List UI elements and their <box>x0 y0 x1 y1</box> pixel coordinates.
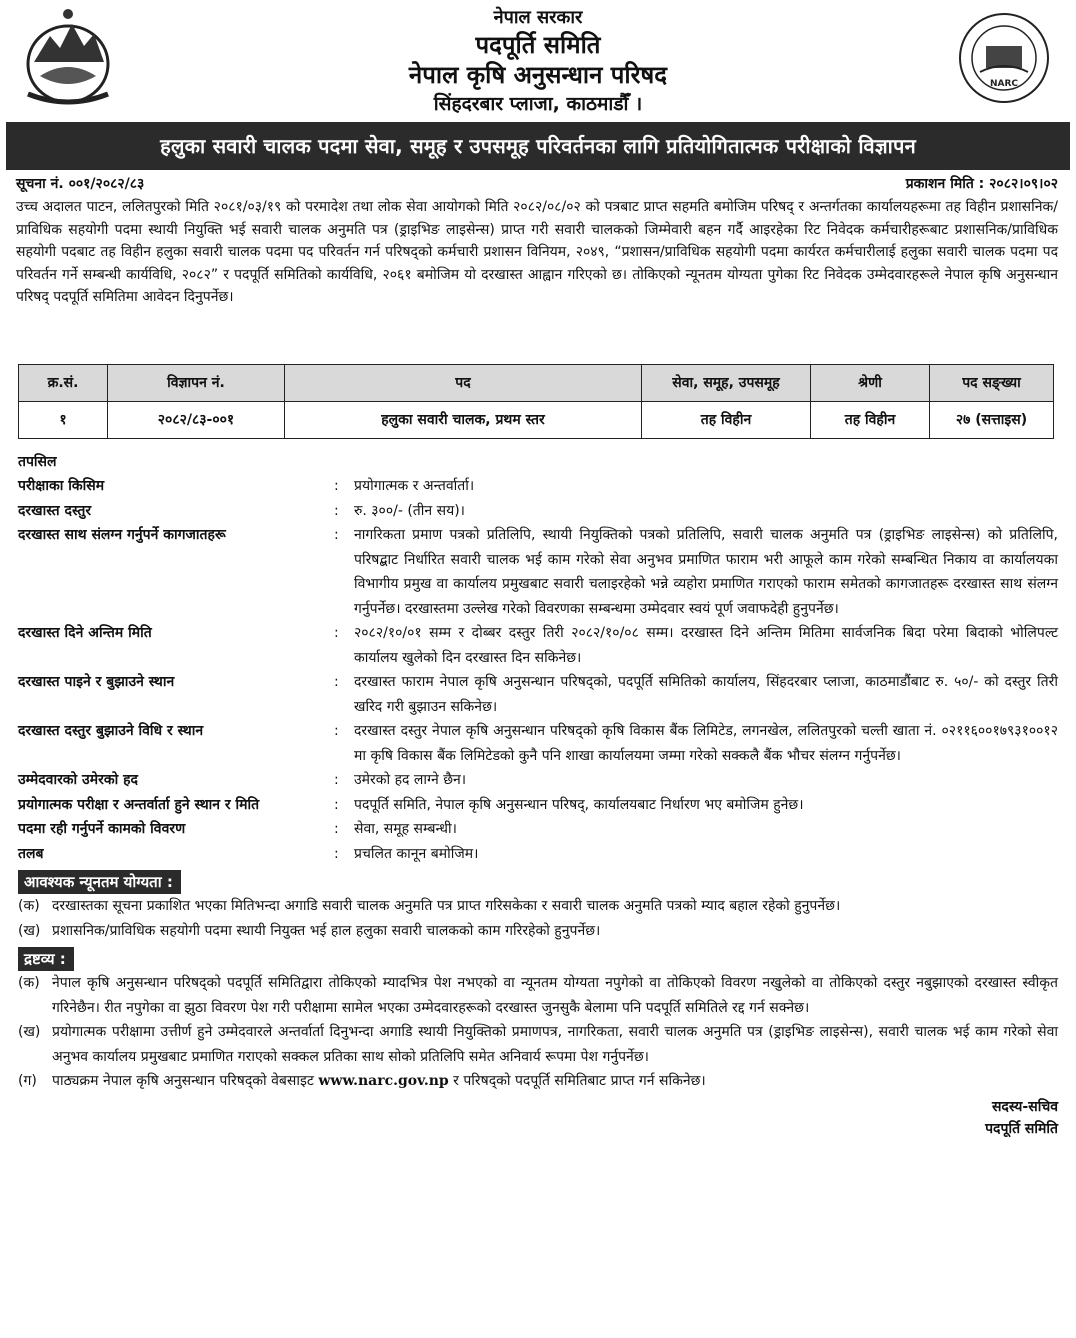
header <box>0 0 1076 122</box>
detail-row: दरखास्त दस्तुर : रु. ३००/- (तीन सय)। <box>18 499 1058 524</box>
col-serial: क्र.सं. <box>19 365 108 402</box>
logo-label: NARC <box>989 79 1019 89</box>
detail-label: पदमा रही गर्नुपर्ने कामको विवरण <box>18 821 186 837</box>
notice-title-banner: हलुका सवारी चालक पदमा सेवा, समूह र उपसमूह परिवर्तनका लागि प्रतियोगितात्मक परीक्षाको विज्ञापन <box>6 122 1070 170</box>
detail-label: परीक्षाका किसिम <box>18 478 105 494</box>
detail-label: दरखास्त पाइने र बुझाउने स्थान <box>18 674 175 690</box>
item-key: (ख) <box>18 1024 41 1040</box>
detail-value: सेवा, समूह सम्बन्धी। <box>354 821 457 837</box>
table-row <box>19 402 1054 439</box>
notice-number: सूचना नं. ००१/२०८२/८३ <box>16 176 145 192</box>
table-header-row <box>19 365 1054 402</box>
detail-row: दरखास्त पाइने र बुझाउने स्थान : दरखास्त फाराम नेपाल कृषि अनुसन्धान परिषद्को, पदपूर्ति समितिको कार्यालय, सिंहदरबार प्लाजा, काठमाडौंबाट रु. ५०/- को दस्तुर तिरी खरिद गरी बुझाउन सकिनेछ। <box>18 670 1058 719</box>
detail-value: प्रयोगात्मक र अन्तर्वार्ता। <box>354 478 475 494</box>
list-item <box>18 971 1058 1020</box>
detail-value: पदपूर्ति समिति, नेपाल कृषि अनुसन्धान परिषद्, कार्यालयबाट निर्धारण भए बमोजिम हुनेछ। <box>354 796 804 813</box>
detail-row: प्रयोगात्मक परीक्षा र अन्तर्वार्ता हुने स्थान र मिति : पदपूर्ति समिति, नेपाल कृषि अनुसन्धान परिषद्, कार्यालयबाट निर्धारण भए बमोजिम हुनेछ। <box>18 793 1058 818</box>
col-service: सेवा, समूह, उपसमूह <box>642 365 811 402</box>
qualification-heading: आवश्यक न्यूनतम योग्यता : <box>18 870 181 894</box>
signature-block <box>18 1096 1058 1140</box>
committee-name: पदपूर्ति समिति <box>475 31 601 59</box>
item-text: प्रयोगात्मक परीक्षामा उत्तीर्ण हुने उम्मेदवारले अन्तर्वार्ता दिनुभन्दा अगाडि स्थायी नियुक्तिको प्रमाणपत्र, नागरिकता, सवारी चालक अनुमति पत्र (ड्राइभिङ लाइसेन्स), सवारी चालक भई काम गरेको सेवा अनुभव कार्यालय प्रमुखबाट प्रमाणित गराएको सक्कल प्रतिका साथ सोको प्रतिलिपि समेत अनिवार्य रूपमा पेश गर्नुपर्नेछ। <box>52 1024 1058 1065</box>
item-key: (क) <box>18 975 40 991</box>
detail-value: उमेरको हद लाग्ने छैन। <box>354 772 467 788</box>
cell-serial: १ <box>19 402 108 439</box>
item-key: (ग) <box>18 1073 37 1089</box>
item-text: दरखास्तका सूचना प्रकाशित भएका मितिभन्दा अगाडि सवारी चालक अनुमति पत्र प्राप्त गरिसकेका र सवारी चालक अनुमति पत्रको म्याद बहाल रहेको हुनुपर्नेछ। <box>52 898 841 914</box>
detail-label: दरखास्त साथ संलग्न गर्नुपर्ने कागजातहरू <box>18 527 226 543</box>
list-item <box>18 894 1058 919</box>
detail-value: प्रचलित कानून बमोजिम। <box>354 845 479 862</box>
notice-meta <box>16 174 1058 196</box>
detail-row: उम्मेदवारको उमेरको हद : उमेरको हद लाग्ने छैन। <box>18 768 1058 793</box>
col-count: पद सङ्ख्या <box>930 365 1054 402</box>
detail-row: पदमा रही गर्नुपर्ने कामको विवरण : सेवा, समूह सम्बन्धी। <box>18 817 1058 842</box>
government-name: नेपाल सरकार <box>493 7 583 28</box>
detail-row: दरखास्त साथ संलग्न गर्नुपर्ने कागजातहरू : नागरिकता प्रमाण पत्रको प्रतिलिपि, स्थायी नियुक्तिको पत्रको प्रतिलिपि, सवारी चालक अनुमति पत्र (ड्राइभिङ लाइसेन्स) को प्रतिलिपि, परिषद्बाट निर्धारित सवारी चालक भई काम गरेको सेवा अनुभव प्रमाणित फाराम भरी आफूले काम गरेको सम्बन्धित निकाय वा कार्यालयका विभागीय प्रमुख वा कार्यालय प्रमुखबाट सवारी चलाइरहेको भन्ने व्यहोरा प्रमाणित गराएको फाराम समेतको कागजातहरू दरखास्त साथ संलग्न गर्नुपर्नेछ। दरखास्तमा उल्लेख गरेको विवरणका सम्बन्धमा उम्मेदवार स्वयं पूर्ण जवाफदेही हुनुपर्नेछ। <box>18 523 1058 621</box>
item-text <box>52 1069 1058 1094</box>
detail-label: प्रयोगात्मक परीक्षा र अन्तर्वार्ता हुने स्थान र मिति <box>18 796 260 813</box>
details-section <box>18 450 1058 1140</box>
signatory-title: सदस्य-सचिव <box>991 1098 1058 1115</box>
narc-logo-icon <box>956 10 1052 106</box>
item-text-after: र परिषद्को पदपूर्ति समितिबाट प्राप्त गर्न सकिनेछ। <box>453 1073 706 1089</box>
detail-row: परीक्षाका किसिम : प्रयोगात्मक र अन्तर्वार्ता। <box>18 474 1058 499</box>
detail-label: दरखास्त दस्तुर <box>18 502 92 519</box>
cell-ad-no: २०८२/८३-००१ <box>108 402 285 439</box>
list-item <box>18 1069 1058 1094</box>
signatory-org: पदपूर्ति समिति <box>985 1120 1058 1137</box>
website-link[interactable]: www.narc.gov.np <box>318 1073 449 1089</box>
item-text: प्रशासनिक/प्राविधिक सहयोगी पदमा स्थायी नियुक्त भई हाल हलुका सवारी चालकको काम गरिरहेको हुनुपर्नेछ। <box>52 922 601 939</box>
vacancy-table <box>18 364 1054 439</box>
detail-value: नागरिकता प्रमाण पत्रको प्रतिलिपि, स्थायी नियुक्तिको पत्रको प्रतिलिपि, सवारी चालक अनुमति पत्र (ड्राइभिङ लाइसेन्स) को प्रतिलिपि, परिषद्बाट निर्धारित सवारी चालक भई काम गरेको सेवा अनुभव प्रमाणित फाराम भरी आफूले काम गरेको सम्बन्धित निकाय वा कार्यालयका विभागीय प्रमुख वा कार्यालय प्रमुखबाट सवारी चलाइरहेको भन्ने व्यहोरा प्रमाणित गराएको फाराम समेतको कागजातहरू दरखास्त साथ संलग्न गर्नुपर्नेछ। दरखास्तमा उल्लेख गरेको विवरणका सम्बन्धमा उम्मेदवार स्वयं पूर्ण जवाफदेही हुनुपर्नेछ। <box>354 527 1058 617</box>
detail-label: उम्मेदवारको उमेरको हद <box>18 772 138 788</box>
detail-row: दरखास्त दस्तुर बुझाउने विधि र स्थान : दरखास्त दस्तुर नेपाल कृषि अनुसन्धान परिषद्को कृषि विकास बैंक लिमिटेड, लगनखेल, ललितपुरको चल्ती खाता नं. ०२११६००१७९३१००१२ मा कृषि विकास बैंक लिमिटेडको कुनै पनि शाखा कार्यालयमा जम्मा गरेको सक्कलै बैंक भौचर संलग्न गर्नुपर्नेछ। <box>18 719 1058 768</box>
detail-label: दरखास्त दिने अन्तिम मिति <box>18 625 152 641</box>
detail-row: दरखास्त दिने अन्तिम मिति : २०८२/१०/०१ सम्म र दोब्बर दस्तुर तिरी २०८२/१०/०८ सम्म। दरखास्त दिने अन्तिम मितिमा सार्वजनिक बिदा परेमा बिदाको भोलिपल्ट कार्यालय खुलेको दिन दरखास्त दिन सकिनेछ। <box>18 621 1058 670</box>
cell-service: तह विहीन <box>642 402 811 439</box>
detail-value: रु. ३००/- (तीन सय)। <box>354 502 465 519</box>
detail-row: तलब : प्रचलित कानून बमोजिम। <box>18 842 1058 867</box>
col-post: पद <box>285 365 642 402</box>
detail-value: दरखास्त दस्तुर नेपाल कृषि अनुसन्धान परिषद्को कृषि विकास बैंक लिमिटेड, लगनखेल, ललितपुरको चल्ती खाता नं. ०२११६००१७९३१००१२ मा कृषि विकास बैंक लिमिटेडको कुनै पनि शाखा कार्यालयमा जम्मा गरेको सक्कलै बैंक भौचर संलग्न गर्नुपर्नेछ। <box>354 723 1058 764</box>
item-text-before: पाठ्यक्रम नेपाल कृषि अनुसन्धान परिषद्को वेबसाइट <box>52 1073 314 1089</box>
detail-label: दरखास्त दस्तुर बुझाउने विधि र स्थान <box>18 723 204 739</box>
detail-value: दरखास्त फाराम नेपाल कृषि अनुसन्धान परिषद्को, पदपूर्ति समितिको कार्यालय, सिंहदरबार प्लाजा, काठमाडौंबाट रु. ५०/- को दस्तुर तिरी खरिद गरी बुझाउन सकिनेछ। <box>354 674 1058 715</box>
col-ad-no: विज्ञापन नं. <box>108 365 285 402</box>
cell-post: हलुका सवारी चालक, प्रथम स्तर <box>285 402 642 439</box>
intro-paragraph: उच्च अदालत पाटन, ललितपुरको मिति २०८१/०३/१९ को परमादेश तथा लोक सेवा आयोगको मिति २०८२/०८/०२ को पत्रबाट प्राप्त सहमति बमोजिम परिषद् र अन्तर्गतका कार्यालयहरूमा तह विहीन प्रशासनिक/प्राविधिक सहयोगी पदमा स्थायी नियुक्ति भई सवारी चालक अनुमति पत्र (ड्राइभिङ लाइसेन्स) प्राप्त गरी सवारी चालकको जिम्मेवारी बहन गर्दै आइरहेका रिट निवेदक कर्मचारीहरूबाट प्रशासनिक/प्राविधिक सहयोगी पदबाट तह विहीन हलुका सवारी चालक पदमा पद परिवर्तन गर्न परिषद्को कर्मचारी प्रशासन विनियम, २०४९, “प्रशासन/प्राविधिक सहयोगी पदमा कार्यरत कर्मचारीलाई हलुका सवारी चालक पदमा पद परिवर्तन गर्ने सम्बन्धी कार्यविधि, २०८२” र पदपूर्ति समितिको कार्यविधि, २०६१ बमोजिम यो दरखास्त आह्वान गरिएको छ। तोकिएको न्यूनतम योग्यता पुगेका रिट निवेदक उम्मेदवारहरूले नेपाल कृषि अनुसन्धान परिषद् पदपूर्ति समितिमा आवेदन दिनुपर्नेछ। <box>16 199 1058 305</box>
notes-heading: द्रष्टव्य : <box>18 947 74 971</box>
council-name: नेपाल कृषि अनुसन्धान परिषद <box>408 61 668 89</box>
publish-date: प्रकाशन मिति : २०८२।०९।०२ <box>905 176 1058 192</box>
cell-count: २७ (सत्ताइस) <box>930 402 1054 439</box>
address: सिंहदरबार प्लाजा, काठमाडौँ । <box>433 93 643 115</box>
col-level: श्रेणी <box>811 365 930 402</box>
detail-value: २०८२/१०/०१ सम्म र दोब्बर दस्तुर तिरी २०८२/१०/०८ सम्म। दरखास्त दिने अन्तिम मितिमा सार्वजनिक बिदा परेमा बिदाको भोलिपल्ट कार्यालय खुलेको दिन दरखास्त दिन सकिनेछ। <box>354 625 1058 666</box>
item-key: (ख) <box>18 922 41 939</box>
cell-level: तह विहीन <box>811 402 930 439</box>
item-key: (क) <box>18 898 40 914</box>
list-item <box>18 919 1058 944</box>
item-text: नेपाल कृषि अनुसन्धान परिषद्को पदपूर्ति समितिद्वारा तोकिएको म्यादभित्र पेश नभएको वा न्यूनतम योग्यता नपुगेको वा तोकिएको विवरण नखुलेको वा तोकिएको दस्तुर नबुझाएको दरखास्त स्वीकृत गरिनेछैन। रीत नपुगेका वा झुठा विवरण पेश गरी परीक्षामा सामेल भएका उम्मेदवारहरूको दरखास्त जुनसुकै बेलामा पनि पदपूर्ति समितिले रद्द गर्न सक्नेछ। <box>52 975 1058 1016</box>
detail-label: तलब <box>18 845 44 862</box>
list-item <box>18 1020 1058 1069</box>
details-heading: तपसिल <box>18 454 57 470</box>
